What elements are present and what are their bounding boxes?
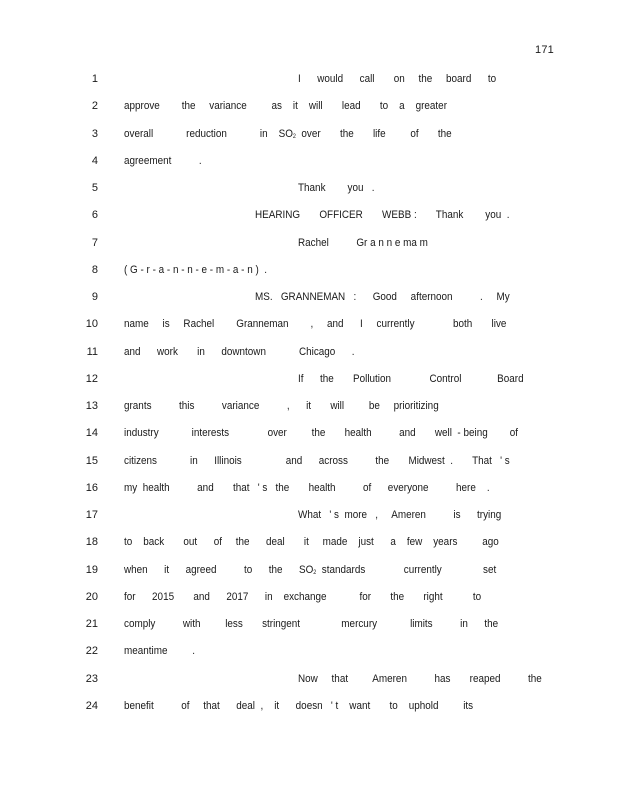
line-text: approve the variance as it will lead to a greater [124, 100, 447, 113]
line-text-start: overall reduction in SO [124, 127, 293, 140]
line-text: Now that Ameren has reaped the [298, 672, 542, 685]
transcript-line [0, 154, 618, 181]
line-text [124, 563, 496, 580]
transcript-line [0, 181, 618, 208]
line-number: 19 [85, 563, 98, 576]
line-text: meantime . [124, 645, 195, 658]
transcript-line [0, 590, 618, 617]
line-number: 7 [91, 236, 98, 249]
line-number: 17 [85, 509, 98, 521]
line-text: Thank you . [298, 182, 375, 194]
transcript-line [0, 236, 618, 263]
line-number: 12 [85, 372, 98, 385]
line-number: 10 [85, 318, 98, 331]
line-text: for 2015 and 2017 in exchange for the right to [124, 590, 482, 603]
transcript-line [0, 644, 618, 671]
transcript-line [0, 345, 618, 372]
line-number: 24 [85, 699, 98, 712]
line-text: my health and that ' s the health of everyone here . [124, 481, 490, 494]
transcript-line [0, 317, 618, 344]
transcript-line [0, 263, 618, 290]
transcript-line [0, 208, 618, 235]
transcript-line [0, 72, 618, 99]
line-text: grants this variance , it will be prioritizing [124, 400, 439, 412]
line-text: agreement . [124, 154, 202, 167]
line-text: Rachel Gr a n n e ma m [298, 236, 428, 249]
page-number: 171 [535, 44, 554, 56]
line-number: 11 [86, 345, 98, 358]
line-number: 14 [85, 427, 98, 440]
line-text-end: standards currently set [316, 563, 497, 576]
transcript-line [0, 454, 618, 481]
line-text: If the Pollution Control Board [298, 372, 524, 385]
line-number: 22 [85, 645, 98, 658]
line-number: 1 [91, 73, 98, 85]
line-text-start: when it agreed to the SO [124, 563, 314, 576]
line-text: name is Rachel Granneman , and I currently both live [124, 318, 507, 331]
transcript-line [0, 399, 618, 426]
transcript-line [0, 99, 618, 126]
line-number: 18 [85, 536, 98, 549]
subscript: 2 [313, 569, 317, 576]
line-text: comply with less stringent mercury limits in the [124, 618, 499, 630]
line-number: 16 [85, 481, 98, 494]
line-number: 6 [91, 209, 98, 222]
line-number: 3 [91, 127, 98, 140]
line-text: ( G - r - a - n - n - e - m - a - n ) . [124, 263, 268, 276]
line-number: 23 [85, 672, 98, 685]
line-number: 15 [85, 454, 98, 467]
subscript: 2 [292, 133, 296, 140]
line-text: to back out of the deal it made just a few years ago [124, 536, 499, 549]
transcript-line [0, 127, 618, 154]
line-number: 5 [91, 182, 98, 194]
line-text: What ' s more , Ameren is trying [298, 509, 502, 521]
transcript-line [0, 699, 618, 726]
line-text-end: over the life of the [295, 127, 452, 140]
transcript-line [0, 372, 618, 399]
transcript-line [0, 426, 618, 453]
line-number: 2 [91, 100, 98, 113]
line-number: 21 [85, 618, 98, 630]
line-text: I would call on the board to [298, 73, 497, 85]
line-text [124, 127, 452, 144]
transcript-line [0, 508, 618, 535]
line-text: citizens in Illinois and across the Midwest . That ' s [124, 454, 510, 467]
transcript-line [0, 535, 618, 562]
line-number: 8 [91, 263, 98, 276]
transcript-line [0, 617, 618, 644]
transcript-body [0, 72, 618, 726]
line-text: industry interests over the health and well - being of [124, 427, 518, 440]
line-number: 13 [85, 400, 98, 412]
transcript-line [0, 672, 618, 699]
line-number: 20 [85, 590, 98, 603]
transcript-line [0, 563, 618, 590]
transcript-line [0, 290, 618, 317]
line-number: 9 [91, 291, 98, 303]
line-text: MS. GRANNEMAN : Good afternoon . My [255, 291, 510, 303]
transcript-line [0, 481, 618, 508]
line-number: 4 [91, 154, 98, 167]
line-text: HEARING OFFICER WEBB : Thank you . [255, 209, 510, 222]
line-text: and work in downtown Chicago . [124, 345, 355, 358]
line-text: benefit of that deal , it doesn ' t want to uphold its [124, 699, 474, 712]
